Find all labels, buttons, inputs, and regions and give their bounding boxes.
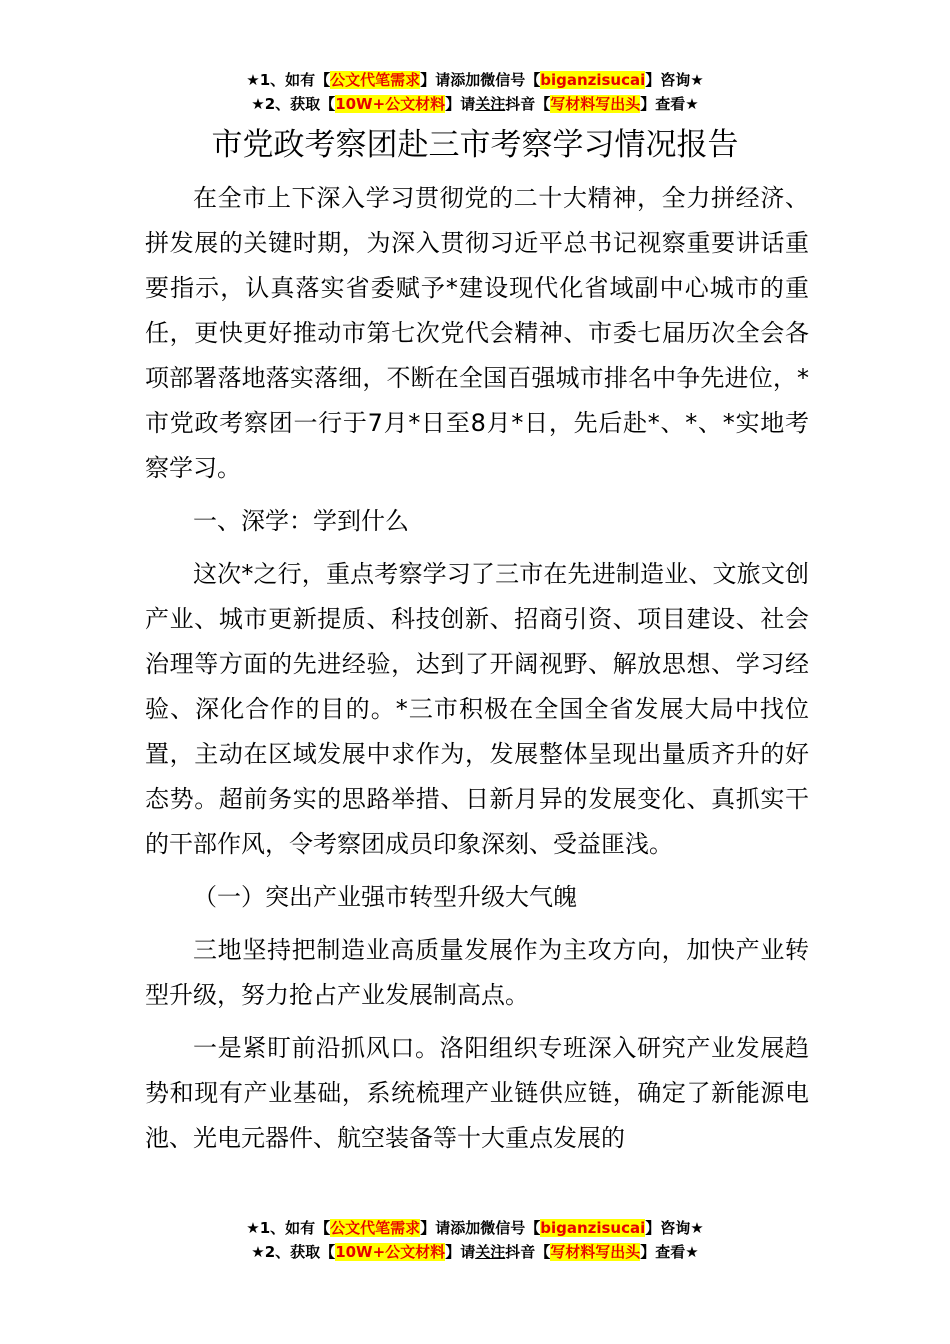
banner-highlight: 公文代笔需求: [330, 1219, 421, 1237]
banner-text: ★1、如有【: [246, 1219, 331, 1237]
banner-text: 】请: [445, 95, 476, 113]
section-heading: 一、深学：学到什么: [193, 507, 409, 535]
banner-text: 抖音【: [505, 95, 551, 113]
banner-highlight: 10W+公文材料: [335, 95, 446, 113]
paragraph-subsection-1: 三地坚持把制造业高质量发展作为主攻方向，加快产业转型升级，努力抢占产业发展制高点。: [145, 936, 809, 1009]
paragraph-point-1: 一是紧盯前沿抓风口。洛阳组织专班深入研究产业发展趋势和现有产业基础，系统梳理产业链供应链，确定了新能源电池、光电元器件、航空装备等十大重点发展的: [145, 1034, 809, 1152]
banner-text: ★1、如有【: [246, 71, 331, 89]
banner-text: 】咨询★: [645, 71, 704, 89]
banner-text: 抖音【: [505, 1243, 551, 1261]
banner-highlight: 10W+公文材料: [335, 1243, 446, 1261]
paragraph-intro: 在全市上下深入学习贯彻党的二十大精神，全力拼经济、拼发展的关键时期，为深入贯彻习近平总书记视察重要讲话重要指示，认真落实省委赋予*建设现代化省域副中心城市的重任，更快更好推动市第七次党代会精神、市委七届历次全会各项部署落地落实落细，不断在全国百强城市排名中争先进位，*市党政考察团一行于7月*日至8月*日，先后赴*、*、*实地考察学习。: [145, 184, 809, 482]
banner-line-2: [0, 92, 950, 116]
banner-highlight: 写材料写出头: [550, 1243, 641, 1261]
banner-line-2: [0, 1240, 950, 1264]
banner-line-1: [0, 1216, 950, 1240]
footer-banner: [0, 1216, 950, 1264]
banner-text: 】请添加微信号【: [420, 71, 541, 89]
paragraph-section-1: 这次*之行，重点考察学习了三市在先进制造业、文旅文创产业、城市更新提质、科技创新、招商引资、项目建设、社会治理等方面的先进经验，达到了开阔视野、解放思想、学习经验、深化合作的目的。*三市积极在全国全省发展大局中找位置，主动在区域发展中求作为，发展整体呈现出量质齐升的好态势。超前务实的思路举措、日新月异的发展变化、真抓实干的干部作风，令考察团成员印象深刻、受益匪浅。: [145, 560, 809, 858]
banner-highlight: biganzisucai: [540, 1219, 646, 1237]
banner-line-1: [0, 68, 950, 92]
banner-underlined: 关注: [475, 1243, 506, 1261]
document-title: 市党政考察团赴三市考察学习情况报告: [211, 127, 739, 163]
header-banner: [0, 68, 950, 116]
banner-underlined: 关注: [475, 95, 506, 113]
subsection-heading: （一）突出产业强市转型升级大气魄: [193, 883, 577, 911]
banner-highlight: 公文代笔需求: [330, 71, 421, 89]
banner-text: 】咨询★: [645, 1219, 704, 1237]
banner-text: ★2、获取【: [251, 1243, 336, 1261]
banner-text: 】查看★: [640, 95, 699, 113]
document-body: [145, 176, 809, 1161]
banner-text: 】请: [445, 1243, 476, 1261]
banner-text: ★2、获取【: [251, 95, 336, 113]
banner-highlight: biganzisucai: [540, 71, 646, 89]
banner-text: 】查看★: [640, 1243, 699, 1261]
banner-highlight: 写材料写出头: [550, 95, 641, 113]
banner-text: 】请添加微信号【: [420, 1219, 541, 1237]
